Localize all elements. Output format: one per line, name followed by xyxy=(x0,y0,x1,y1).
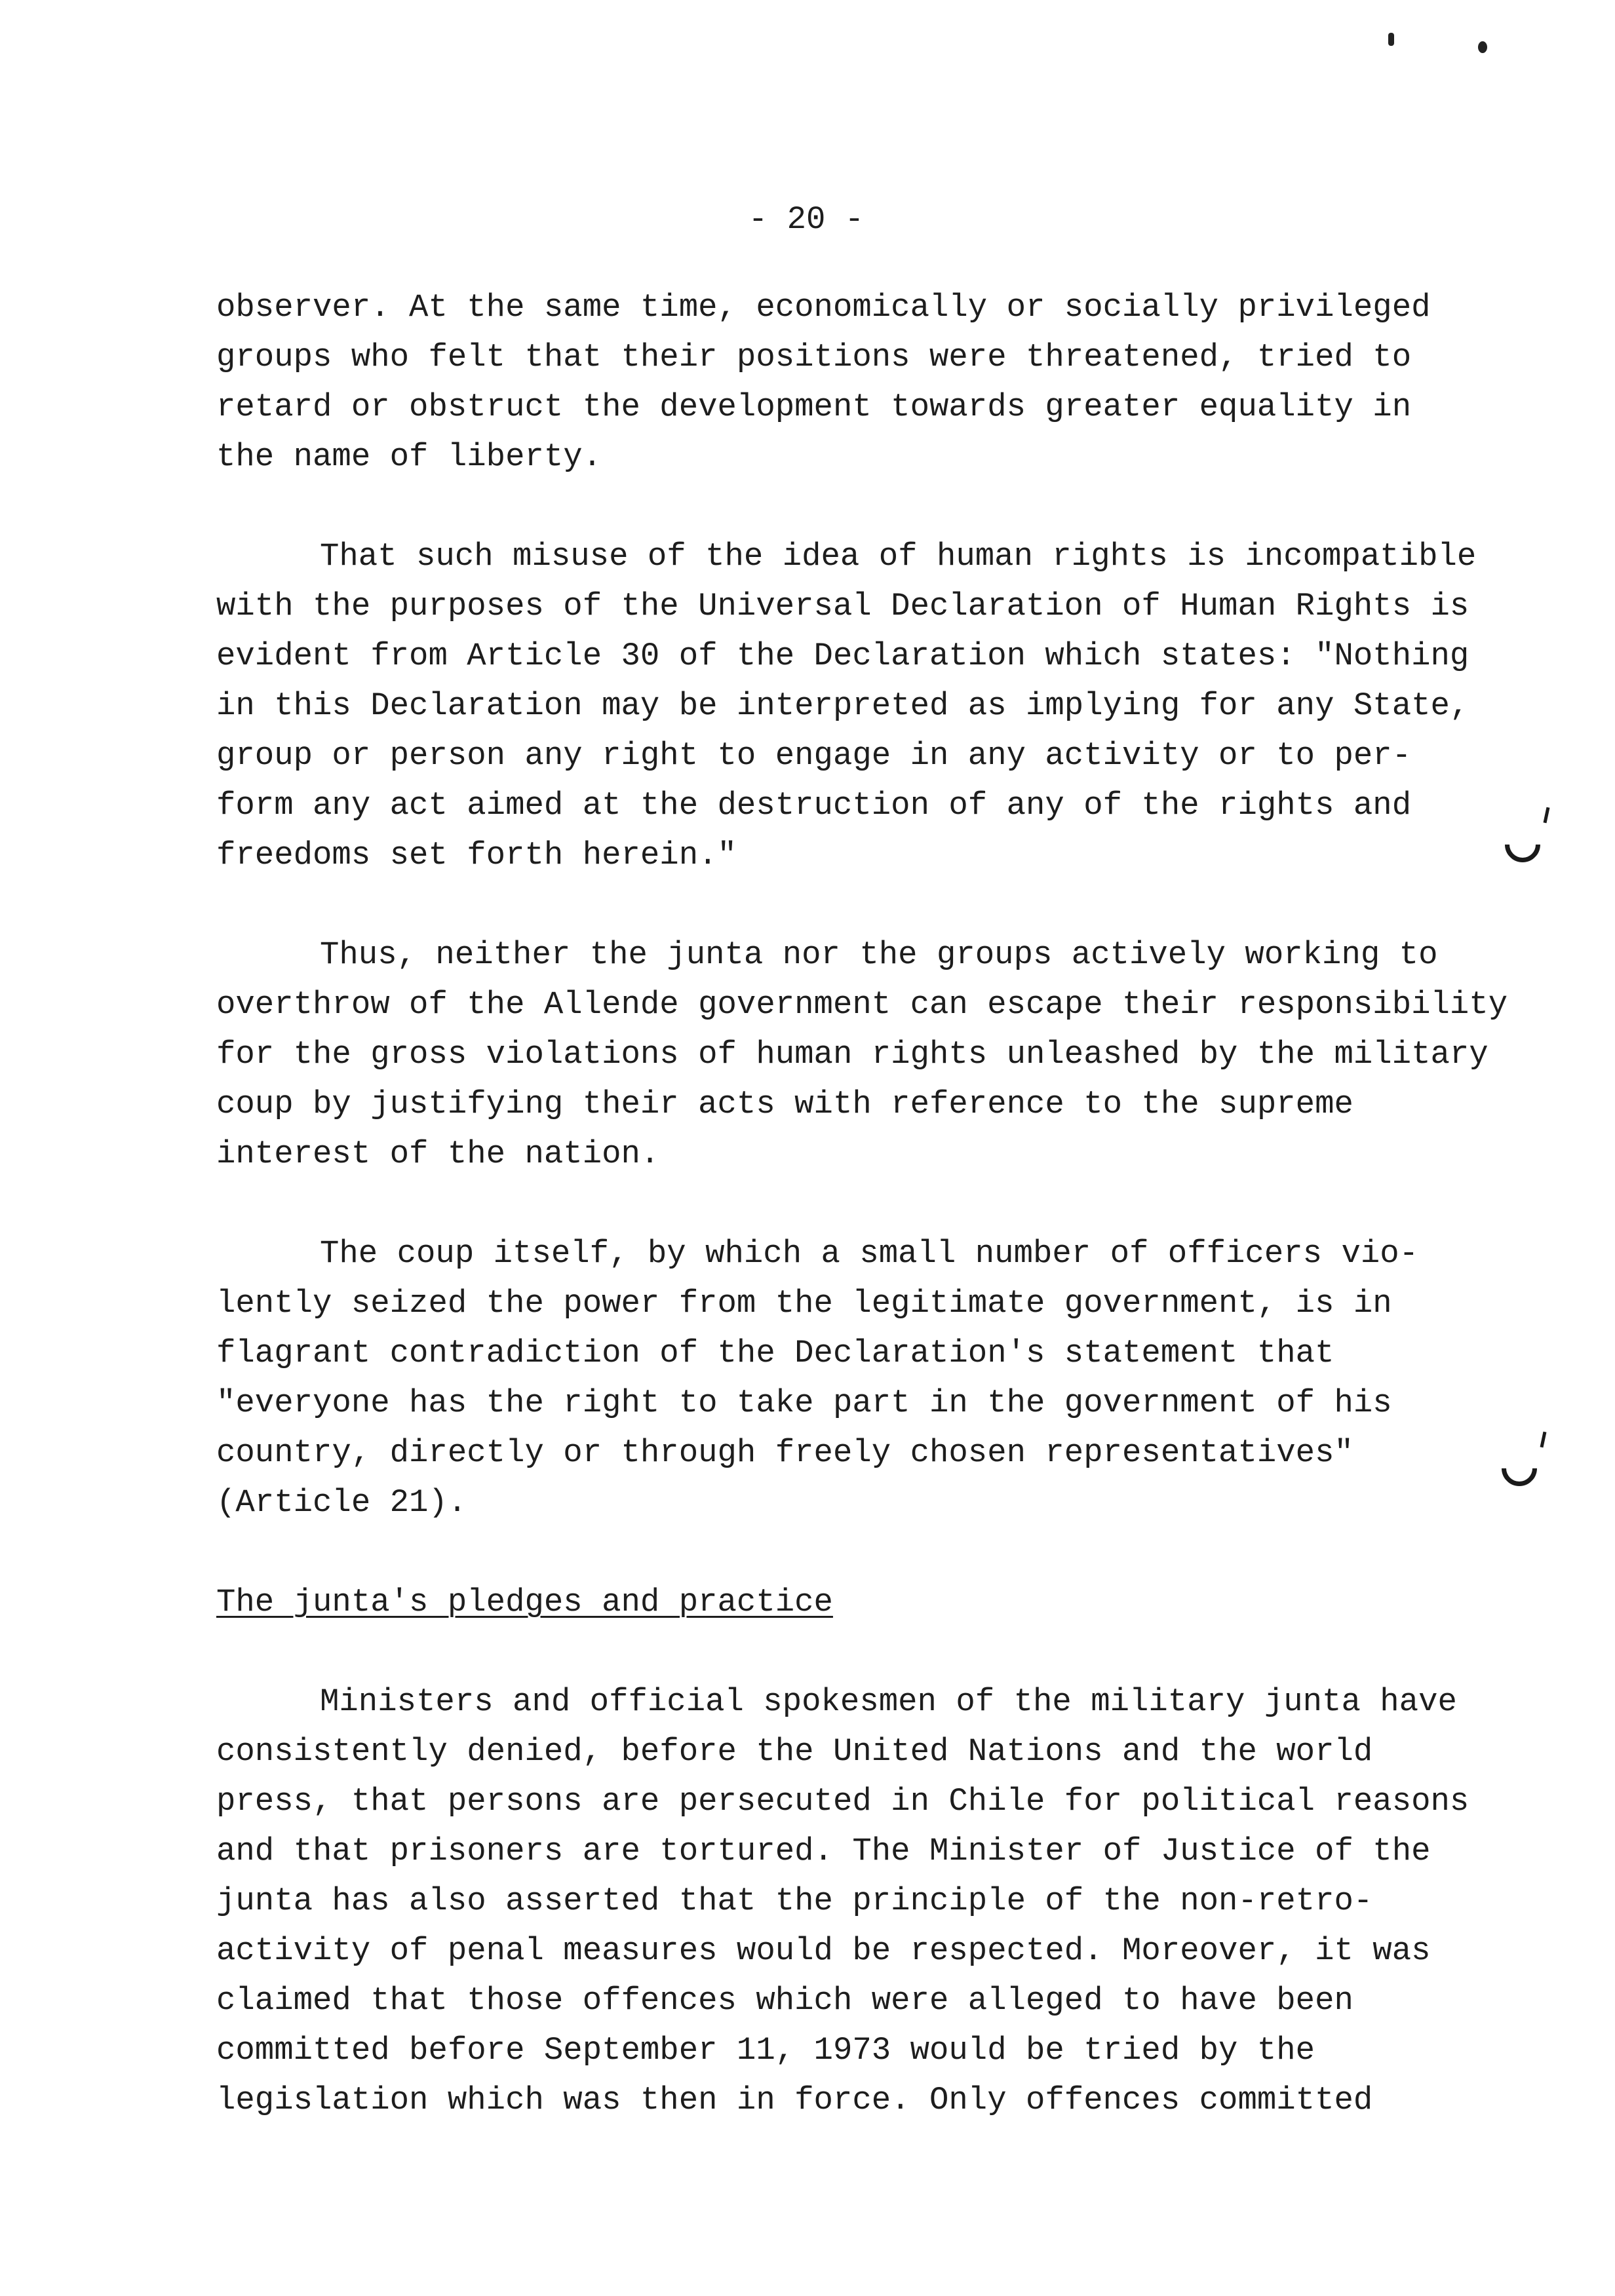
page-number: - 20 - xyxy=(748,201,865,238)
text-line: "everyone has the right to take part in the government of his xyxy=(216,1385,1392,1421)
paragraph xyxy=(216,1229,1580,1527)
text-line: (Article 21). xyxy=(216,1484,467,1521)
text-line: in this Declaration may be interpreted as implying for any State, xyxy=(216,687,1469,724)
text-line: observer. At the same time, economically or socially privileged xyxy=(216,289,1431,326)
section-heading: The junta's pledges and practice xyxy=(216,1584,833,1620)
paragraph-gap xyxy=(216,880,1580,930)
paragraph-gap xyxy=(216,1527,1580,1577)
text-line: claimed that those offences which were alleged to have been xyxy=(216,1982,1353,2019)
text-line: The coup itself, by which a small number of officers vio- xyxy=(320,1235,1419,1272)
text-line: country, directly or through freely chosen representatives" xyxy=(216,1434,1353,1471)
paragraph-gap xyxy=(216,1627,1580,1677)
text-line: committed before September 11, 1973 would be tried by the xyxy=(216,2032,1315,2069)
section-heading-block xyxy=(216,1577,1580,1627)
paragraph-gap xyxy=(216,482,1580,531)
paragraph xyxy=(216,1677,1580,2125)
text-line: form any act aimed at the destruction of any of the rights and xyxy=(216,787,1412,824)
text-line: junta has also asserted that the principle of the non-retro- xyxy=(216,1883,1373,1919)
text-line: coup by justifying their acts with reference to the supreme xyxy=(216,1086,1353,1122)
text-line: retard or obstruct the development towards greater equality in xyxy=(216,389,1412,425)
text-line: group or person any right to engage in any activity or to per- xyxy=(216,737,1412,774)
text-line: the name of liberty. xyxy=(216,438,602,475)
paragraph xyxy=(216,282,1580,482)
text-line: That such misuse of the idea of human rights is incompatible xyxy=(320,538,1477,575)
text-line: and that prisoners are tortured. The Minister of Justice of the xyxy=(216,1833,1431,1869)
text-line: lently seized the power from the legitimate government, is in xyxy=(216,1285,1392,1322)
text-line: for the gross violations of human rights unleashed by the military xyxy=(216,1036,1489,1073)
text-line: with the purposes of the Universal Declaration of Human Rights is xyxy=(216,588,1469,624)
text-line: interest of the nation. xyxy=(216,1136,660,1172)
paragraph-gap xyxy=(216,1179,1580,1229)
text-line: Ministers and official spokesmen of the military junta have xyxy=(320,1683,1457,1720)
scan-speck xyxy=(1388,33,1394,46)
text-line: press, that persons are persecuted in Chile for political reasons xyxy=(216,1783,1469,1820)
paragraph xyxy=(216,930,1580,1179)
document-body xyxy=(216,282,1580,2125)
text-line: overthrow of the Allende government can escape their responsibility xyxy=(216,986,1508,1023)
text-line: evident from Article 30 of the Declaration which states: "Nothing xyxy=(216,638,1469,674)
text-line: consistently denied, before the United Nations and the world xyxy=(216,1733,1373,1770)
text-line: legislation which was then in force. Only offences committed xyxy=(216,2082,1373,2118)
paragraph xyxy=(216,531,1580,880)
scan-speck xyxy=(1478,41,1487,53)
text-line: freedoms set forth herein." xyxy=(216,837,737,873)
text-line: groups who felt that their positions were threatened, tried to xyxy=(216,339,1412,375)
text-line: activity of penal measures would be respected. Moreover, it was xyxy=(216,1932,1431,1969)
text-line: Thus, neither the junta nor the groups actively working to xyxy=(320,936,1438,973)
text-line: flagrant contradiction of the Declaration's statement that xyxy=(216,1335,1334,1371)
